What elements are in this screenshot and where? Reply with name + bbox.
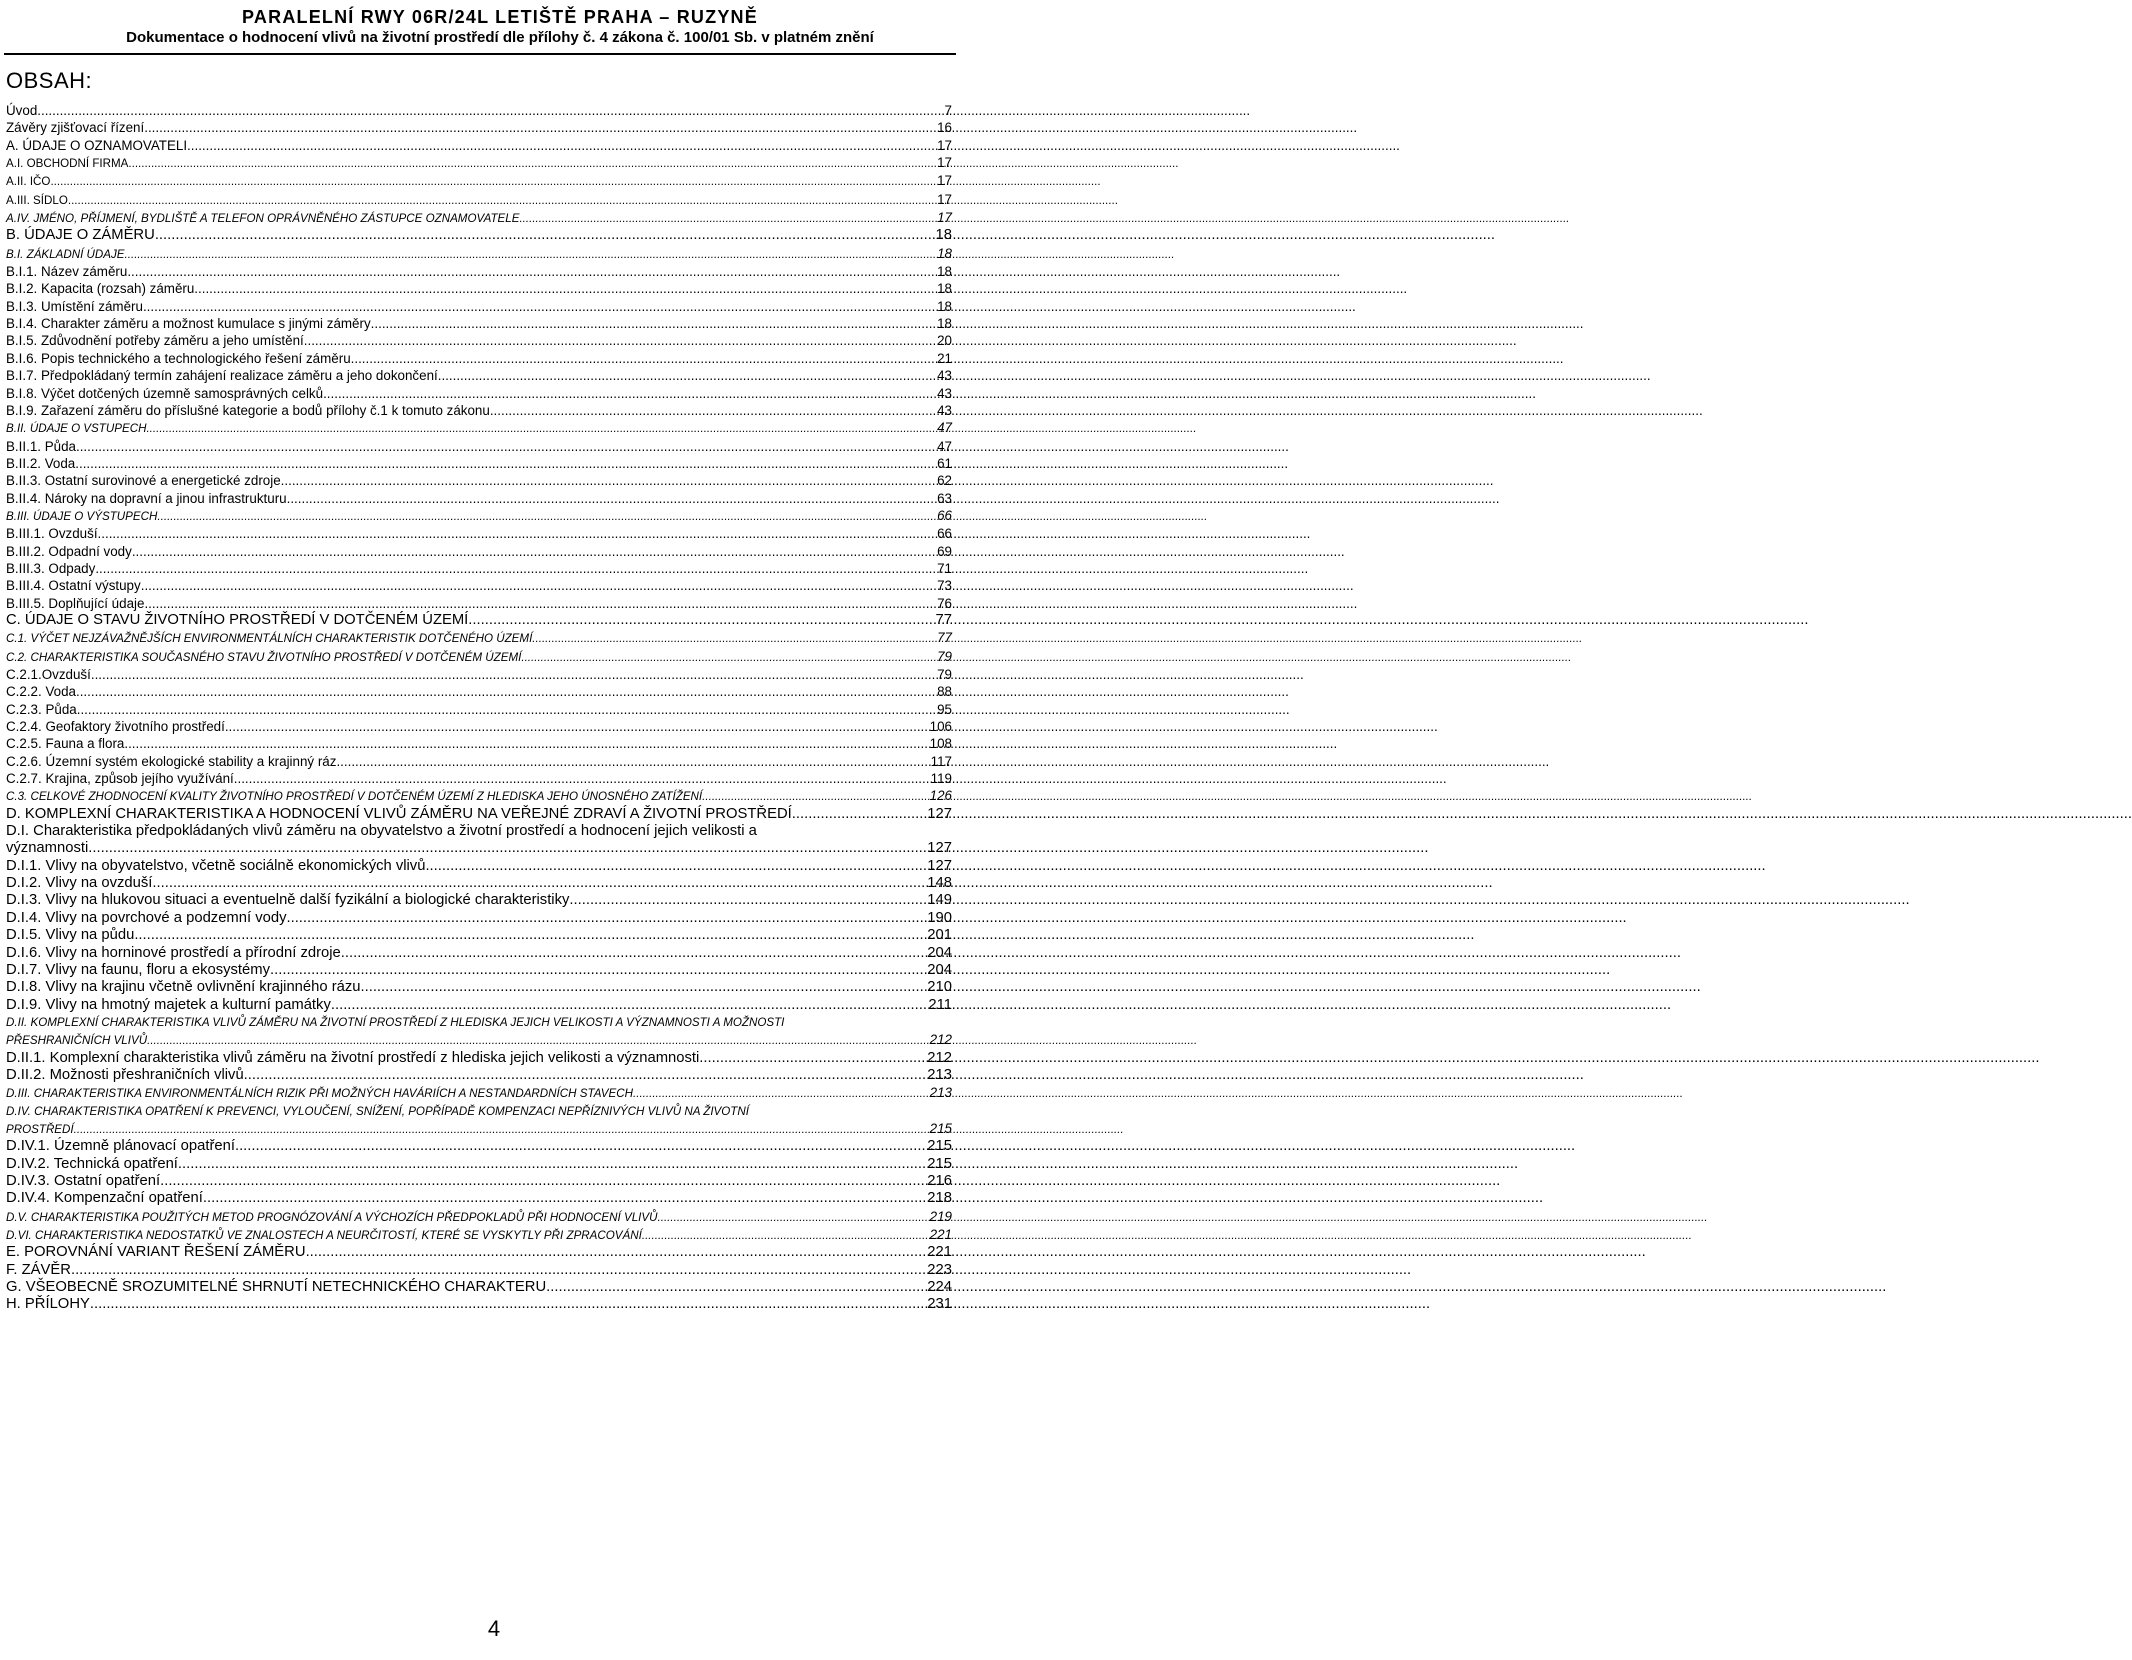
toc-entry-label: B.II.1. Půda [6, 438, 76, 454]
toc-entry[interactable] [6, 962, 952, 979]
toc-entry-label: C.2.6. Územní systém ekologické stability a krajinný ráz [6, 753, 337, 769]
toc-entry-page: 127 [927, 840, 952, 857]
toc-entry-page: 43 [937, 385, 952, 401]
toc-leader-dots [77, 701, 937, 718]
toc-entry-label-cont: PROSTŘEDÍ [6, 1122, 74, 1136]
toc-entry-label: B.I.9. Zařazení záměru do příslušné kategorie a bodů přílohy č.1 k tomuto zákonu [6, 402, 490, 418]
toc-entry[interactable] [6, 419, 952, 437]
toc-entry-label: D.II.1. Komplexní charakteristika vlivů záměru na životní prostředí z hlediska jejich velikosti a významnosti [6, 1049, 700, 1066]
toc-entry[interactable] [6, 979, 952, 996]
toc-entry[interactable] [6, 1084, 952, 1102]
toc-entry[interactable] [6, 560, 952, 577]
toc-entry[interactable] [6, 315, 952, 332]
toc-entry[interactable] [6, 1031, 952, 1049]
toc-entry[interactable] [6, 332, 952, 349]
toc-entry-label: D.I.5. Vlivy na půdu [6, 927, 135, 944]
toc-entry-page: 73 [937, 578, 952, 594]
toc-entry-label: D. KOMPLEXNÍ CHARAKTERISTIKA A HODNOCENÍ VLIVŮ ZÁMĚRU NA VEŘEJNÉ ZDRAVÍ A ŽIVOTNÍ PROSTŘEDÍ [6, 805, 792, 822]
toc-entry[interactable] [6, 577, 952, 594]
toc-leader-dots [155, 227, 936, 244]
toc-entry-page: 224 [927, 1279, 952, 1296]
toc-entry-page: 47 [937, 420, 952, 436]
toc-entry-label: D.II.2. Možnosti přeshraničních vlivů [6, 1066, 244, 1083]
toc-entry-page: 76 [937, 595, 952, 611]
toc-leader-dots [152, 875, 927, 892]
toc-entry[interactable] [6, 245, 952, 263]
toc-entry[interactable] [6, 770, 952, 787]
toc-leader-dots [144, 119, 937, 136]
toc-leader-dots [341, 945, 928, 962]
toc-entry-label: C.2. CHARAKTERISTIKA SOUČASNÉHO STAVU ŽIVOTNÍHO PROSTŘEDÍ V DOTČENÉM ÚZEMÍ [6, 650, 522, 664]
toc-entry-page: 201 [927, 927, 952, 944]
toc-entry-label: D.V. CHARAKTERISTIKA POUŽITÝCH METOD PROGNÓZOVÁNÍ A VÝCHOZÍCH PŘEDPOKLADŮ PŘI HODNOCENÍ VLIVŮ [6, 1210, 658, 1224]
toc-leader-dots [532, 630, 937, 647]
toc-entry[interactable] [6, 191, 952, 209]
toc-entry-label: D.I.3. Vlivy na hlukovou situaci a eventuelně další fyzikální a biologické charakteristiky [6, 892, 570, 909]
toc-entry[interactable] [6, 753, 952, 770]
toc-entry-page: 18 [937, 264, 952, 280]
toc-entry[interactable] [6, 927, 952, 944]
toc-entry[interactable] [6, 227, 952, 244]
toc-leader-dots [235, 1138, 927, 1155]
toc-entry-label: B.III.1. Ovzduší [6, 526, 98, 542]
toc-entry-page: 148 [927, 875, 952, 892]
toc-leader-dots [699, 1050, 927, 1067]
toc-entry-page: 212 [929, 1032, 952, 1048]
toc-entry[interactable] [6, 472, 952, 489]
toc-entry[interactable] [6, 1296, 952, 1313]
toc-entry-page: 63 [937, 490, 952, 506]
toc-leader-dots [203, 1190, 927, 1207]
toc-entry-page: 221 [929, 1227, 952, 1242]
toc-leader-dots [125, 246, 938, 263]
header-divider [4, 53, 956, 55]
toc-entry-page: 219 [929, 1208, 952, 1224]
toc-entry-page: 215 [927, 1138, 952, 1155]
page-number: 4 [487, 1616, 501, 1641]
toc-entry-label: C.2.4. Geofaktory životního prostředí [6, 719, 225, 735]
toc-leader-dots [194, 280, 937, 297]
toc-entry[interactable] [6, 1067, 952, 1084]
toc-entry-label: B.I.3. Umístění záměru [6, 298, 143, 314]
toc-entry-label: B.III.4. Ostatní výstupy [6, 578, 141, 594]
toc-entry[interactable] [6, 648, 952, 666]
toc-entry[interactable] [6, 1226, 952, 1244]
toc-entry-page: 215 [927, 1155, 952, 1172]
toc-entry-label: B.I.4. Charakter záměru a možnost kumulace s jinými záměry [6, 316, 371, 332]
toc-entry-label: F. ZÁVĚR [6, 1261, 71, 1278]
toc-leader-dots [351, 350, 937, 367]
toc-entry-page: 213 [927, 1066, 952, 1083]
toc-entry-label: B.II. ÚDAJE O VSTUPECH [6, 422, 147, 436]
toc-entry-page: 18 [937, 298, 952, 314]
toc-leader-dots [50, 173, 937, 190]
toc-entry-label: A.II. IČO [6, 175, 51, 189]
toc-entry-page: 127 [927, 805, 952, 822]
toc-entry[interactable] [6, 683, 952, 700]
toc-entry-label: D.I.4. Vlivy na povrchové a podzemní vody [6, 909, 287, 926]
toc-leader-dots [633, 1085, 930, 1102]
toc-leader-dots [287, 490, 937, 507]
toc-entry-label[interactable]: D.II. KOMPLEXNÍ CHARAKTERISTIKA VLIVŮ ZÁMĚRU NA ŽIVOTNÍ PROSTŘEDÍ Z HLEDISKA JEJICH VELIKOSTI A VÝZNAMNOSTI A MOŽNOSTI [6, 1015, 785, 1029]
toc-entry-label: B.I.7. Předpokládaný termín zahájení realizace záměru a jeho dokončení [6, 368, 438, 384]
toc-leader-dots [546, 1279, 927, 1296]
toc-leader-dots [147, 1032, 930, 1049]
toc-entry-label-cont: významnosti [6, 840, 89, 857]
toc-leader-dots [336, 753, 930, 770]
toc-entry-label: D.I.1. Vlivy na obyvatelstvo, včetně sociálně ekonomických vlivů [6, 857, 426, 874]
toc-leader-dots [76, 438, 937, 455]
toc-leader-dots [244, 1067, 928, 1084]
toc-leader-dots [144, 595, 937, 612]
toc-entry-page: 211 [928, 996, 952, 1013]
toc-leader-dots [75, 455, 937, 472]
toc-leader-dots [95, 560, 937, 577]
toc-entry[interactable] [6, 298, 952, 315]
toc-entry[interactable] [6, 595, 952, 612]
toc-entry[interactable] [6, 701, 952, 718]
toc-entry-label: D.IV.1. Územně plánovací opatření [6, 1138, 235, 1155]
toc-entry-label: C.1. VÝČET NEJZÁVAŽNĚJŠÍCH ENVIRONMENTÁLNÍCH CHARAKTERISTIK DOTČENÉHO ÚZEMÍ [6, 632, 533, 646]
toc-entry-label: B.I. ZÁKLADNÍ ÚDAJE [6, 247, 125, 261]
toc-entry-label: A.I. OBCHODNÍ FIRMA [6, 157, 129, 171]
toc-entry-page: 127 [927, 857, 952, 874]
toc-leader-dots [160, 1173, 927, 1190]
toc-entry[interactable] [6, 367, 952, 384]
toc-entry-label: D.IV.4. Kompenzační opatření [6, 1190, 203, 1207]
toc-leader-dots [68, 192, 937, 209]
toc-entry-label: D.I.8. Vlivy na krajinu včetně ovlivnění krajinného rázu [6, 979, 361, 996]
toc-entry-label: E. POROVNÁNÍ VARIANT ŘEŠENÍ ZÁMĚRU [6, 1244, 306, 1261]
toc-entry[interactable] [6, 1279, 952, 1296]
toc-entry-page: 17 [937, 210, 952, 226]
toc-leader-dots [132, 543, 937, 560]
toc-leader-dots [792, 806, 928, 823]
toc-entry-label: B.II.4. Nároky na dopravní a jinou infrastrukturu [6, 490, 287, 506]
toc-leader-dots [157, 508, 937, 525]
toc-entry-label: C.2.3. Půda [6, 701, 77, 717]
toc-entry-label: G. VŠEOBECNĚ SROZUMITELNÉ SHRNUTÍ NETECHNICKÉHO CHARAKTERU [6, 1279, 547, 1296]
toc-entry[interactable] [6, 154, 952, 172]
toc-entry[interactable] [6, 1208, 952, 1226]
toc-entry-label: Úvod [6, 103, 38, 118]
toc-entry-page: 17 [937, 155, 952, 171]
toc-entry-page: 126 [929, 788, 952, 804]
toc-entry-page: 17 [937, 173, 952, 189]
toc-entry-label: C.2.2. Voda [6, 684, 76, 700]
toc-entry[interactable] [6, 1120, 952, 1138]
toc-leader-dots [141, 577, 937, 594]
document-subtitle: Dokumentace o hodnocení vlivů na životní prostředí dle přílohy č. 4 zákona č. 100/01 Sb. v platném znění [126, 29, 874, 46]
toc-entry-label: D.I.2. Vlivy na ovzduší [6, 875, 153, 892]
toc-entry-page: 69 [937, 543, 952, 559]
toc-entry-label: B.II.3. Ostatní surovinové a energetické zdroje [6, 473, 281, 489]
toc-leader-dots [438, 367, 937, 384]
toc-entry-label: B.I.2. Kapacita (rozsah) záměru [6, 281, 195, 297]
toc-entry[interactable] [6, 1156, 952, 1173]
toc-entry-label: B.I.1. Název záměru [6, 264, 128, 280]
toc-entry-label: B.III.2. Odpadní vody [6, 543, 132, 559]
toc-entry-label: B.II.2. Voda [6, 455, 76, 471]
toc-entry-label: D.I.9. Vlivy na hmotný majetek a kulturní památky [6, 996, 331, 1013]
toc-entry-page: 77 [935, 611, 952, 628]
toc-entry-page: 88 [937, 684, 952, 700]
toc-leader-dots [234, 770, 931, 787]
toc-entry[interactable] [6, 385, 952, 402]
toc-leader-dots [569, 892, 927, 909]
toc-entry-page: 66 [937, 507, 952, 523]
toc-entry-label: H. PŘÍLOHY [6, 1296, 90, 1313]
toc-entry-page: 204 [927, 944, 952, 961]
toc-entry[interactable] [6, 102, 952, 119]
toc-entry[interactable] [6, 350, 952, 367]
toc-entry[interactable] [6, 666, 952, 683]
toc-entry[interactable] [6, 787, 952, 805]
toc-entry-label: B.I.5. Zdůvodnění potřeby záměru a jeho umístění [6, 333, 304, 349]
toc-entry[interactable] [6, 735, 952, 752]
toc-entry-page: 43 [937, 402, 952, 418]
toc-entry-page: 47 [937, 438, 952, 454]
toc-entry-page: 61 [937, 455, 952, 471]
toc-leader-dots [76, 683, 937, 700]
toc-leader-dots [134, 927, 927, 944]
toc-entry[interactable] [6, 137, 952, 154]
toc-entry-page: 71 [937, 560, 952, 576]
toc-entry[interactable] [6, 718, 952, 735]
toc-leader-dots [371, 315, 937, 332]
toc-leader-dots [37, 102, 944, 119]
toc-entry-page: 108 [929, 736, 952, 752]
toc-entry-label: D.IV.2. Technická opatření [6, 1155, 178, 1172]
toc-entry-page: 18 [937, 316, 952, 332]
toc-entry[interactable] [6, 875, 952, 892]
toc-leader-dots [286, 910, 927, 927]
toc-entry-page: 18 [937, 245, 952, 261]
toc-leader-dots [490, 402, 937, 419]
toc-entry[interactable] [6, 840, 952, 857]
toc-entry-page: 213 [929, 1085, 952, 1101]
toc-entry-label: D.III. CHARAKTERISTIKA ENVIRONMENTÁLNÍCH RIZIK PŘI MOŽNÝCH HAVÁRIÍCH A NESTANDARDNÍCH STAVECH [6, 1087, 633, 1101]
toc-entry-label: B.III.3. Odpady [6, 560, 96, 576]
toc-entry-page: 18 [935, 227, 952, 244]
toc-leader-dots [468, 612, 935, 629]
toc-entry-label: D.IV.3. Ostatní opatření [6, 1172, 161, 1189]
toc-entry-label[interactable]: D.I. Charakteristika předpokládaných vlivů záměru na obyvatelstvo a životní prostředí a hodnocení jejich velikosti a [6, 823, 757, 840]
toc-leader-dots [642, 1227, 930, 1244]
toc-entry-page: 210 [927, 979, 952, 996]
toc-leader-dots [270, 962, 927, 979]
toc-entry[interactable] [6, 910, 952, 927]
toc-entry-label: B.III. ÚDAJE O VÝSTUPECH [6, 509, 158, 523]
toc-entry-page: 20 [937, 333, 952, 349]
toc-entry-page: 95 [937, 701, 952, 717]
toc-entry-page: 77 [937, 630, 952, 646]
toc-entry-label: C.3. CELKOVÉ ZHODNOCENÍ KVALITY ŽIVOTNÍHO PROSTŘEDÍ V DOTČENÉM ÚZEMÍ Z HLEDISKA JEHO ÚNOSNÉHO ZATÍŽENÍ [6, 790, 703, 804]
toc-entry-label[interactable]: D.IV. CHARAKTERISTIKA OPATŘENÍ K PREVENCI, VYLOUČENÍ, SNÍŽENÍ, POPŘÍPADĚ KOMPENZACI NEPŘÍZNIVÝCH VLIVŮ NA ŽIVOTNÍ [6, 1104, 749, 1118]
toc-entry[interactable] [6, 455, 952, 472]
toc-entry[interactable] [6, 1173, 952, 1190]
toc-entry-page: 223 [927, 1261, 952, 1278]
toc-entry-page: 79 [937, 648, 952, 664]
toc-heading: OBSAH: [6, 68, 93, 93]
document-header [0, 6, 960, 48]
toc-entry-page: 79 [937, 667, 952, 682]
toc-entry[interactable] [6, 892, 952, 909]
toc-leader-dots [98, 525, 938, 542]
toc-leader-dots [146, 420, 937, 437]
toc-entry-page: 190 [927, 909, 952, 926]
toc-leader-dots [74, 1121, 930, 1138]
toc-entry[interactable] [6, 1262, 952, 1279]
toc-entry-label: D.VI. CHARAKTERISTIKA NEDOSTATKŮ VE ZNALOSTECH A NEURČITOSTÍ, KTERÉ SE VYSKYTLY PŘI ZPRACOVÁNÍ [6, 1229, 642, 1242]
toc-leader-dots [143, 298, 937, 315]
toc-entry[interactable] [6, 945, 952, 962]
toc-leader-dots [331, 997, 929, 1014]
toc-leader-dots [124, 735, 929, 752]
toc-entry-page: 218 [927, 1190, 952, 1207]
toc-entry[interactable] [6, 858, 952, 875]
toc-entry-label-cont: PŘESHRANIČNÍCH VLIVŮ [6, 1034, 148, 1048]
toc-entry-page: 106 [929, 719, 952, 735]
toc-entry[interactable] [6, 629, 952, 647]
toc-entry[interactable] [6, 119, 952, 136]
toc-entry[interactable] [6, 209, 952, 227]
toc-leader-dots [425, 858, 927, 875]
toc-entry[interactable] [6, 438, 952, 455]
toc-entry[interactable] [6, 997, 952, 1014]
toc-entry-label: B.I.8. Výčet dotčených územně samosprávných celků [6, 385, 324, 401]
document-title: PARALELNÍ RWY 06R/24L LETIŠTĚ PRAHA – RUZYNĚ [242, 7, 758, 27]
toc-entry-page: 204 [927, 961, 952, 978]
toc-entry-page: 221 [927, 1244, 952, 1261]
toc-entry-page: 17 [937, 137, 952, 153]
toc-leader-dots [360, 979, 927, 996]
toc-entry[interactable] [6, 612, 952, 629]
toc-leader-dots [519, 210, 937, 227]
toc-entry-page: 43 [937, 368, 952, 384]
toc-entry[interactable] [6, 507, 952, 525]
toc-entry-label: B.I.6. Popis technického a technologického řešení záměru [6, 350, 351, 366]
toc-leader-dots [658, 1209, 930, 1226]
toc-entry-page: 66 [937, 526, 952, 542]
toc-entry-page: 215 [929, 1120, 952, 1136]
toc-entry-page: 17 [937, 191, 952, 207]
toc-entry-page: 18 [937, 281, 952, 297]
toc-entry[interactable] [6, 402, 952, 419]
toc-entry-label: C.2.7. Krajina, způsob jejího využívání [6, 771, 234, 787]
toc-entry[interactable] [6, 280, 952, 297]
toc-leader-dots [306, 1244, 928, 1261]
toc-entry-page: 231 [927, 1296, 952, 1313]
toc-leader-dots [90, 1296, 927, 1313]
toc-entry-label: A. ÚDAJE O OZNAMOVATELI [6, 137, 188, 153]
toc-entry[interactable] [6, 806, 952, 823]
toc-entry[interactable] [6, 172, 952, 190]
toc-entry-label: Závěry zjišťovací řízení [6, 120, 145, 136]
toc-entry-page: 7 [944, 103, 952, 118]
toc-entry-label: C. ÚDAJE O STAVU ŽIVOTNÍHO PROSTŘEDÍ V DOTČENÉM ÚZEMÍ [6, 611, 469, 628]
toc-entry-page: 62 [937, 473, 952, 489]
toc-entry-label: C.2.5. Fauna a flora [6, 736, 125, 752]
toc-entry[interactable] [6, 1244, 952, 1261]
toc-entry-page: 149 [927, 892, 952, 909]
toc-leader-dots [128, 155, 937, 172]
toc-entry[interactable] [6, 525, 952, 542]
toc-leader-dots [304, 332, 937, 349]
toc-entry[interactable] [6, 490, 952, 507]
toc-leader-dots [225, 718, 930, 735]
toc-leader-dots [187, 137, 937, 154]
toc-entry-label: B. ÚDAJE O ZÁMĚRU [6, 227, 155, 244]
toc-leader-dots [178, 1156, 927, 1173]
toc-leader-dots [281, 472, 937, 489]
toc-leader-dots [127, 263, 937, 280]
toc-entry-label: C.2.1.Ovzduší [6, 667, 91, 682]
toc-leader-dots [91, 666, 937, 683]
toc-leader-dots [702, 788, 930, 805]
toc-entry-page: 21 [937, 350, 952, 366]
toc-leader-dots [88, 840, 927, 857]
toc-entry[interactable] [6, 1190, 952, 1207]
toc-entry[interactable] [6, 1138, 952, 1155]
toc-entry-page: 117 [930, 753, 952, 769]
toc-entry-page: 16 [937, 120, 952, 136]
toc-leader-dots [323, 385, 937, 402]
toc-entry-label: B.III.5. Doplňující údaje [6, 595, 145, 611]
toc-entry[interactable] [6, 543, 952, 560]
toc-entry-page: 119 [930, 771, 952, 787]
toc-entry[interactable] [6, 263, 952, 280]
toc-entry-label: A.IV. JMÉNO, PŘÍJMENÍ, BYDLIŠTĚ A TELEFON OPRÁVNĚNÉHO ZÁSTUPCE OZNAMOVATELE [6, 212, 520, 226]
toc-entry[interactable] [6, 1050, 952, 1067]
toc-leader-dots [521, 649, 937, 666]
toc-entry-label: A.III. SÍDLO [6, 193, 68, 207]
toc-entry-label: D.I.7. Vlivy na faunu, floru a ekosystémy [6, 961, 270, 978]
toc-entry-page: 216 [927, 1172, 952, 1189]
toc-entry-page: 212 [927, 1049, 952, 1066]
toc-leader-dots [71, 1262, 927, 1279]
table-of-contents [6, 102, 952, 1314]
toc-entry-label: D.I.6. Vlivy na horninové prostředí a přírodní zdroje [6, 944, 341, 961]
